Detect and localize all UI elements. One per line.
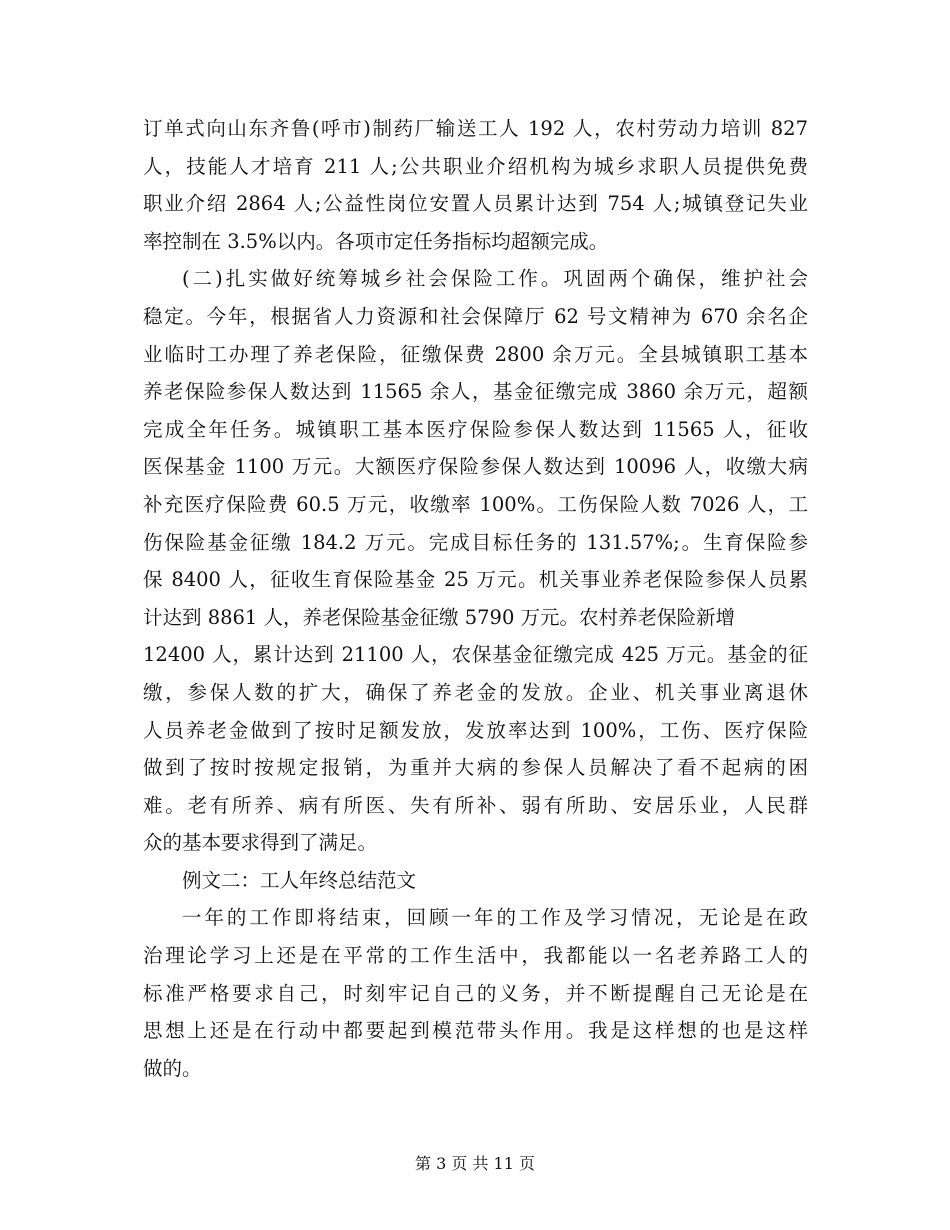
text-line: 订单式向山东齐鲁(呼市)制药厂输送工人 192 人，农村劳动力培训 827 [143,117,808,140]
text-line: 缴，参保人数的扩大，确保了养老金的发放。企业、机关事业离退休 [143,680,808,704]
text-line: 稳定。今年，根据省人力资源和社会保障厅 62 号文精神为 670 余名企 [143,304,808,328]
text-line: 养老保险参保人数达到 11565 余人，基金征缴完成 3860 余万元，超额 [143,380,808,404]
text-line: 12400 人，累计达到 21100 人，农保基金征缴完成 425 万元。基金的征 [143,643,808,667]
text-line: 人员养老金做到了按时足额发放，发放率达到 100%，工伤、医疗保险 [143,718,808,742]
text-line: 职业介绍 2864 人;公益性岗位安置人员累计达到 754 人;城镇登记失业 [143,192,808,216]
article-title-line: 例文二：工人年终总结范文 [182,868,417,892]
text-line: 做的。 [143,1056,202,1080]
text-line: 完成全年任务。城镇职工基本医疗保险参保人数达到 11565 人，征收 [143,417,808,441]
text-line: 众的基本要求得到了满足。 [143,831,378,855]
text-line: 难。老有所养、病有所医、失有所补、弱有所助、安居乐业，人民群 [143,793,808,817]
text-line: 补充医疗保险费 60.5 万元，收缴率 100%。工伤保险人数 7026 人，工 [143,492,808,516]
text-line: 伤保险基金征缴 184.2 万元。完成目标任务的 131.57%;。生育保险参 [143,530,808,554]
text-line: 一年的工作即将结束，回顾一年的工作及学习情况，无论是在政 [182,906,808,930]
section-heading-line: (二)扎实做好统筹城乡社会保险工作。巩固两个确保，维护社会 [182,267,808,291]
text-line: 人，技能人才培育 211 人;公共职业介绍机构为城乡求职人员提供免费 [143,154,808,178]
page-number-footer: 第 3 页 共 11 页 [415,1154,535,1173]
text-line: 治理论学习上还是在平常的工作生活中，我都能以一名老养路工人的 [143,944,808,968]
text-line: 做到了按时按规定报销，为重并大病的参保人员解决了看不起病的困 [143,756,808,780]
text-line: 思想上还是在行动中都要起到模范带头作用。我是这样想的也是这样 [143,1019,808,1043]
document-body [143,110,808,1087]
text-line: 医保基金 1100 万元。大额医疗保险参保人数达到 10096 人，收缴大病 [143,455,808,479]
text-line: 业临时工办理了养老保险，征缴保费 2800 余万元。全县城镇职工基本 [143,342,808,366]
text-line: 标准严格要求自己，时刻牢记自己的义务，并不断提醒自己无论是在 [143,981,808,1005]
text-line: 计达到 8861 人，养老保险基金征缴 5790 万元。农村养老保险新增 [143,605,736,629]
text-line: 保 8400 人，征收生育保险基金 25 万元。机关事业养老保险参保人员累 [143,568,808,592]
text-line: 率控制在 3.5%以内。各项市定任务指标均超额完成。 [143,229,609,253]
